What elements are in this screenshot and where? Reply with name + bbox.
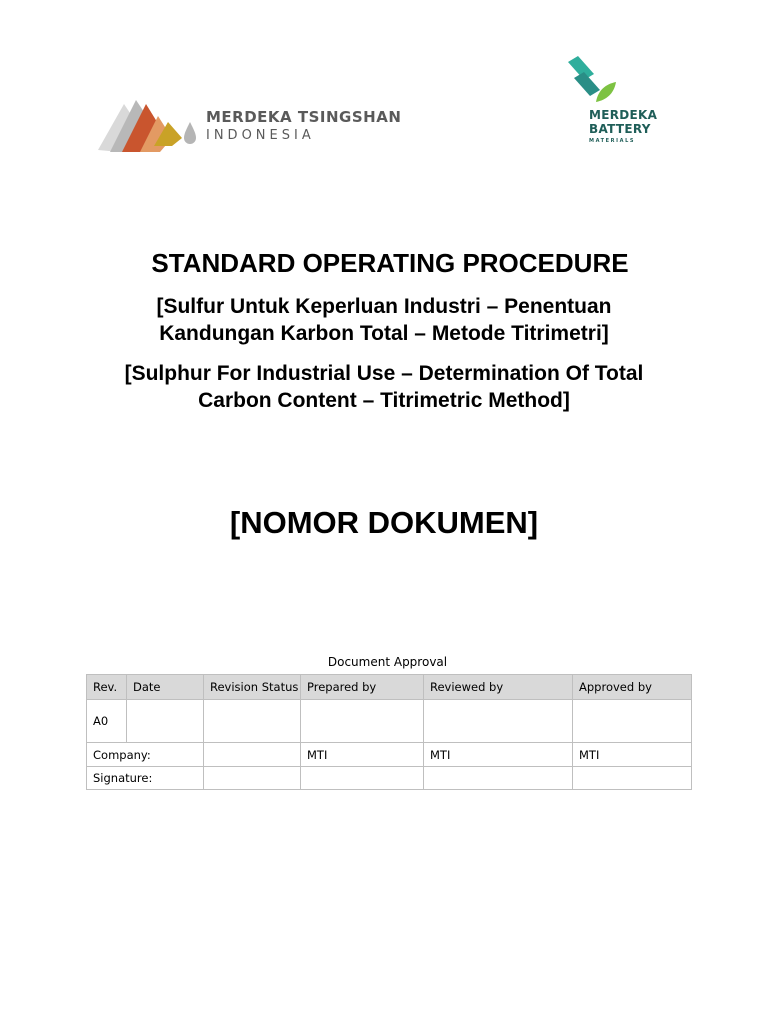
- header-date: Date: [127, 675, 204, 700]
- cell-company-status: [204, 743, 301, 767]
- document-title: STANDARD OPERATING PROCEDURE: [151, 248, 629, 278]
- mti-logo-line2: INDONESIA: [206, 128, 315, 143]
- merdeka-tsingshan-logo: [96, 94, 406, 156]
- mbm-logo-mark-icon: [564, 56, 624, 106]
- table-header-row: [87, 675, 692, 700]
- subtitle-indonesian-line2: Kandungan Karbon Total – Metode Titrimetri]: [159, 322, 609, 345]
- subtitle-indonesian-line1: [Sulfur Untuk Keperluan Industri – Penentuan: [156, 295, 612, 318]
- cell-reviewed-by: [424, 700, 573, 743]
- mti-logo-mark-icon: [96, 94, 201, 156]
- document-number: [NOMOR DOKUMEN]: [229, 505, 539, 540]
- approval-table-caption: Document Approval: [327, 655, 448, 669]
- cell-revision-status: [204, 700, 301, 743]
- cell-rev: A0: [87, 700, 127, 743]
- merdeka-battery-logo: [560, 56, 670, 156]
- header-rev: Rev.: [87, 675, 127, 700]
- mbm-logo-line1: MERDEKA: [589, 108, 658, 122]
- cell-signature-approved: [573, 767, 692, 790]
- mbm-logo-line3: MATERIALS: [589, 138, 636, 144]
- mbm-logo-line2: BATTERY: [589, 122, 651, 136]
- header-approved-by: Approved by: [573, 675, 692, 700]
- cell-company-approved: MTI: [573, 743, 692, 767]
- cell-signature-label: Signature:: [87, 767, 204, 790]
- table-row: [87, 700, 692, 743]
- header-prepared-by: Prepared by: [301, 675, 424, 700]
- table-row: [87, 767, 692, 790]
- cell-company-label: Company:: [87, 743, 204, 767]
- table-row: [87, 743, 692, 767]
- subtitle-english-line1: [Sulphur For Industrial Use – Determination Of Total: [124, 362, 644, 385]
- header-reviewed-by: Reviewed by: [424, 675, 573, 700]
- cell-approved-by: [573, 700, 692, 743]
- subtitle-indonesian: [0, 293, 768, 347]
- cell-signature-prepared: [301, 767, 424, 790]
- approval-table: [86, 674, 692, 790]
- header-revision-status: Revision Status: [204, 675, 301, 700]
- cell-signature-status: [204, 767, 301, 790]
- cell-company-reviewed: MTI: [424, 743, 573, 767]
- cell-signature-reviewed: [424, 767, 573, 790]
- subtitle-english-line2: Carbon Content – Titrimetric Method]: [198, 389, 570, 412]
- subtitle-english: [0, 360, 768, 414]
- cell-company-prepared: MTI: [301, 743, 424, 767]
- mti-logo-line1: MERDEKA TSINGSHAN: [206, 108, 402, 126]
- cell-prepared-by: [301, 700, 424, 743]
- cell-date: [127, 700, 204, 743]
